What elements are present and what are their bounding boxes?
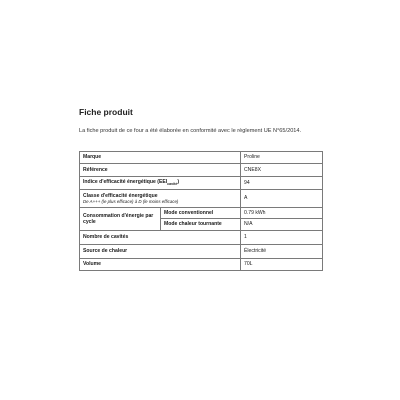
cavities-value: 1 (241, 231, 323, 245)
volume-value: 70L (241, 259, 323, 271)
consumption-label: Consommation d'énergie par cycle (80, 208, 161, 231)
fan-mode-label: Mode chaleur tournante (161, 219, 241, 231)
conventional-mode-label: Mode conventionnel (161, 208, 241, 219)
product-info-table (79, 151, 323, 271)
energy-class-label-text: Classe d'efficacité énergétique (83, 192, 158, 199)
energy-class-label (80, 190, 241, 208)
table-row-consumption-conventional (80, 208, 323, 219)
energy-class-value: A (241, 190, 323, 208)
brand-label: Marque (80, 152, 241, 164)
reference-value: CNE8X (241, 164, 323, 177)
brand-value: Proline (241, 152, 323, 164)
table-row-eei (80, 177, 323, 190)
table-row-energy-class (80, 190, 323, 208)
intro-paragraph: La fiche produit de ce four a été élaborée en conformité avec le règlement UE N°65/2014. (79, 128, 302, 134)
energy-class-note: De A+++ (le plus efficace) à D (le moins efficace) (83, 198, 179, 204)
table-row-cavities (80, 231, 323, 245)
table-row-heat-source (80, 245, 323, 259)
heat-source-value: Électricité (241, 245, 323, 259)
volume-label: Volume (80, 259, 241, 271)
table-row-volume (80, 259, 323, 271)
fan-mode-value: N/A (241, 219, 323, 231)
eei-value: 94 (241, 177, 323, 190)
document-title: Fiche produit (79, 107, 133, 117)
eei-label-close: ) (177, 178, 180, 185)
table-row-brand (80, 152, 323, 164)
eei-label (80, 177, 241, 190)
reference-label: Référence (80, 164, 241, 177)
eei-label-subscript: cavité (167, 181, 178, 186)
eei-label-text: Indice d'efficacité énergétique (EEI (83, 178, 168, 185)
conventional-mode-value: 0.79 kWh (241, 208, 323, 219)
table-row-reference (80, 164, 323, 177)
heat-source-label: Source de chaleur (80, 245, 241, 259)
cavities-label: Nombre de cavités (80, 231, 241, 245)
